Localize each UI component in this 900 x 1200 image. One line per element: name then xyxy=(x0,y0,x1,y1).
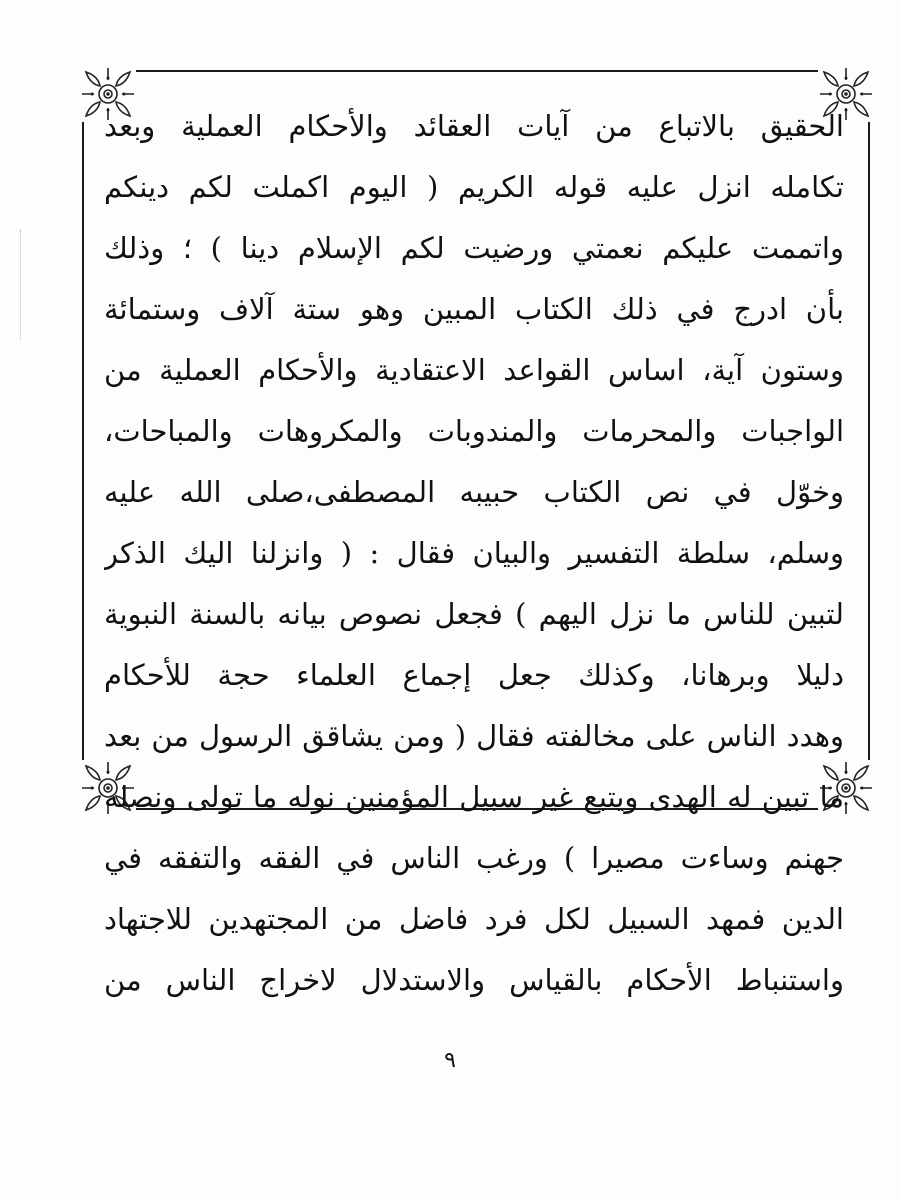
text-line: الواجبات والمحرمات والمندوبات والمكروهات والمباحات، xyxy=(104,414,844,448)
text-line: بأن ادرج في ذلك الكتاب المبين وهو ستة آلاف وستمائة xyxy=(104,292,844,326)
scan-margin-mark xyxy=(20,230,27,340)
text-line: وهدد الناس على مخالفته فقال ( ومن يشاقق الرسول من بعد xyxy=(104,719,844,753)
text-line: وسلم، سلطة التفسير والبيان فقال : ( وانزلنا اليك الذكر xyxy=(104,536,844,570)
text-line: الحقيق بالاتباع من آيات العقائد والأحكام العملية وبعد xyxy=(104,109,844,143)
text-line: لتبين للناس ما نزل اليهم ) فجعل نصوص بيانه بالسنة النبوية xyxy=(104,597,844,631)
text-line: واستنباط الأحكام بالقياس والاستدلال لاخراج الناس من xyxy=(104,963,844,997)
text-line: تكامله انزل عليه قوله الكريم ( اليوم اكملت لكم دينكم xyxy=(104,170,844,204)
text-line: دليلا وبرهانا، وكذلك جعل إجماع العلماء حجة للأحكام xyxy=(104,658,844,692)
text-line: الدين فمهد السبيل لكل فرد فاضل من المجتهدين للاجتهاد xyxy=(104,902,844,936)
text-line: واتممت عليكم نعمتي ورضيت لكم الإسلام دينا ) ؛ وذلك xyxy=(104,231,844,265)
page-number: ٩ xyxy=(444,1048,456,1073)
text-line: وخوّل في نص الكتاب حبيبه المصطفى،صلى الله عليه xyxy=(104,475,844,509)
text-line: وستون آية، اساس القواعد الاعتقادية والأحكام العملية من xyxy=(104,353,844,387)
body-text xyxy=(104,96,844,997)
text-line: ما تبين له الهدى ويتبع غير سبيل المؤمنين نوله ما تولى ونصله xyxy=(104,780,844,814)
text-line: جهنم وساءت مصيرا ) ورغب الناس في الفقه والتفقه في xyxy=(104,841,844,875)
